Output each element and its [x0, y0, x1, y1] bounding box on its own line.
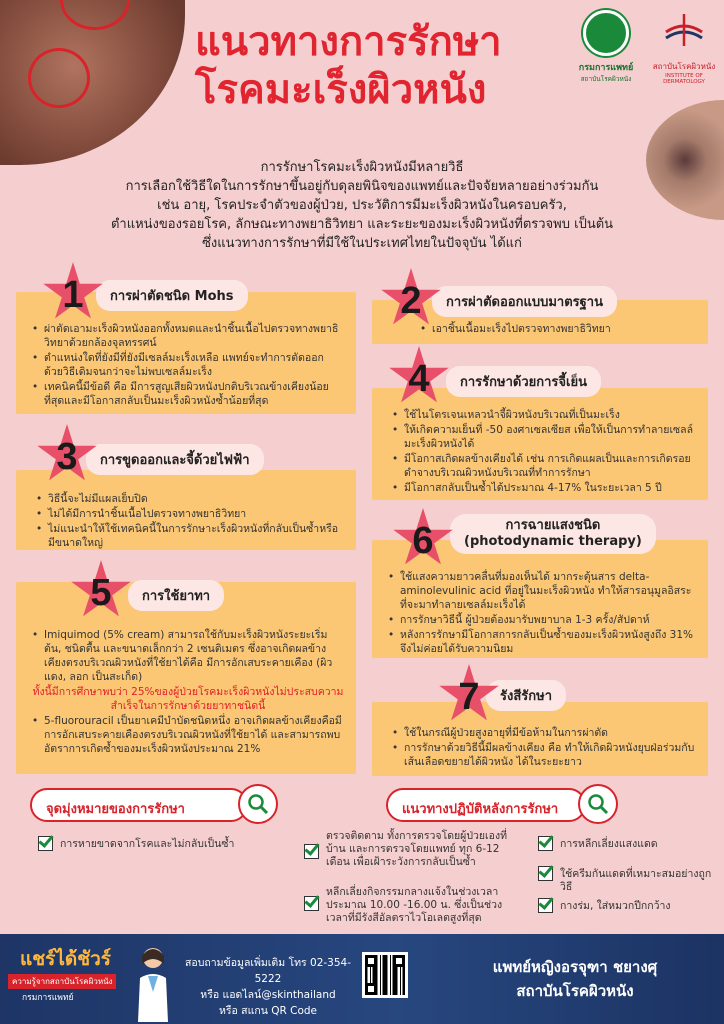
contact-phone: สอบถามข้อมูลเพิ่มเติม โทร 02-354-5222: [184, 957, 351, 985]
aftercare-item: กางร่ม, ใส่หมวกปีกกว้าง: [560, 900, 671, 912]
checkbox-icon: [538, 866, 553, 881]
treatment-6-number: 6: [412, 520, 434, 562]
aftercare-item: ตรวจติดตาม ทั้งการตรวจโดยผู้ป่วยเองที่บ้าน และการตรวจโดยแพทย์ ทุก 6-12 เดือน เพื่อเฝ้าระวังการกลับเป็นซ้ำ: [326, 830, 507, 868]
goals-title: จุดมุ่งหมายของการรักษา: [30, 788, 248, 822]
moph-logo: [566, 10, 646, 90]
treatment-6-title: [450, 514, 656, 554]
treatment-7-item: • การรักษาด้วยวิธีนี้มีผลข้างเคียง คือ ทำให้เกิดผิวหนังยุบฝ่อร่วมกับเส้นเลือดขยายได้ผิวหนัง ได้ในระยะยาว: [392, 741, 696, 769]
treatment-4-title: การรักษาด้วยการจี้เย็น: [446, 366, 601, 397]
intro-line: การเลือกใช้วิธีใดในการรักษาขึ้นอยู่กับดุลยพินิจของแพทย์และปัจจัยหลายอย่างร่วมกัน: [125, 179, 599, 194]
author-name: แพทย์หญิงอรจุฑา ชยางศุ: [492, 958, 658, 976]
contact-info: [178, 955, 358, 1019]
treatment-4-number: 4: [408, 358, 430, 400]
treatment-5-title: การใช้ยาทา: [128, 580, 224, 611]
treatment-6-title-line-1: การฉายแสงชนิด: [505, 518, 601, 533]
moph-emblem-icon: [583, 10, 629, 56]
treatment-2-item: • เอาชิ้นเนื้อมะเร็งไปตรวจทางพยาธิวิทยา: [420, 322, 694, 336]
treatment-5-warning: ทั้งนี้มีการศึกษาพบว่า 25%ของผู้ป่วยโรคมะเร็งผิวหนังไม่ประสบความสำเร็จในการรักษาด้วยยาทาชนิดนี้: [32, 686, 344, 712]
treatment-7-item: • ใช้ในกรณีผู้ป่วยสูงอายุที่มีข้อห้ามในการผ่าตัด: [392, 726, 696, 740]
checkbox-icon: [538, 898, 553, 913]
treatment-3-number: 3: [56, 436, 78, 478]
intro-line: เช่น อายุ, โรคประจำตัวของผู้ป่วย, ประวัติการมีมะเร็งผิวหนังในครอบครัว,: [157, 198, 567, 213]
share-brand-subtitle: ความรู้จากสถาบันโรคผิวหนัง: [8, 974, 116, 989]
checkbox-icon: [38, 836, 53, 851]
share-brand-department: กรมการแพทย์: [22, 993, 74, 1003]
author-institute: สถาบันโรคผิวหนัง: [516, 982, 634, 1000]
checkbox-icon: [304, 896, 319, 911]
treatment-2-title: การผ่าตัดออกแบบมาตรฐาน: [432, 286, 617, 317]
treatment-4-item: • มีโอกาสเกิดผลข้างเคียงได้ เช่น การเกิดแผลเป็นและการเกิดรอยดำจางบริเวณผิวหนังบริเวณที่ทำการรักษา: [392, 452, 694, 480]
highlight-circle: [28, 48, 90, 108]
skin-lesion-photo-left: [0, 0, 185, 165]
institute-logo-subtext: INSTITUTE OF DERMATOLOGY: [663, 73, 705, 85]
doctor-illustration-icon: [132, 942, 174, 1022]
author-credit: [440, 955, 710, 1003]
intro-line: การรักษาโรคมะเร็งผิวหนังมีหลายวิธี: [260, 160, 464, 175]
qr-pattern: [365, 955, 405, 995]
page-title: [195, 18, 575, 114]
checkbox-icon: [304, 844, 319, 859]
title-line-2: โรคมะเร็งผิวหนัง: [195, 68, 487, 112]
institute-logo: [646, 10, 722, 90]
treatment-3-title: การขูดออกและจี้ด้วยไฟฟ้า: [86, 444, 264, 475]
checkbox-icon: [538, 836, 553, 851]
treatment-6-title-line-2: (photodynamic therapy): [464, 534, 642, 549]
contact-line: หรือ แอดไลน์@skinthailand: [200, 989, 336, 1001]
treatment-3-item: • ไม่แนะนำให้ใช้เทคนิคนี้ในการรักษาะเร็งผิวหนังที่กลับเป็นซ้ำหรือมีขนาดใหญ่: [36, 522, 342, 550]
treatment-1-number: 1: [62, 274, 84, 316]
intro-paragraph: [20, 158, 704, 253]
treatment-5-item: • Imiquimod (5% cream) สามารถใช้กับมะเร็งผิวหนังระยะเริ่มต้น, ชนิดตื้น และขนาดเล็กกว่า 2 เซนติเมตร ซึ่งอาจเกิดผลข้างเคียงตรงบริเวณผิวหนังที่ใช้ยาได้คือ มีการอักเสบระคายเคือง (ผิวแดง, ลอก เป็นสะเก็ด): [32, 628, 344, 684]
treatment-6-item: • ใช้แสงความยาวคลื่นที่มองเห็นได้ มากระตุ้นสาร delta-aminolevulinic acid ที่อยู่ในมะเร็งผิวหนัง ทำให้สารอนุมูลอิสระที่จะมาทำลายเซลล์มะเร็งได้: [388, 570, 696, 612]
aftercare-item: การหลีกเลี่ยงแสงแดด: [560, 838, 658, 850]
treatment-1-item: • ผ่าตัดเอามะเร็งผิวหนังออกทั้งหมดและนำชิ้นเนื้อไปตรวจทางพยาธิวิทยาด้วยกล้องจุลทรรศน์: [32, 322, 342, 350]
moph-logo-subtext: สถาบันโรคผิวหนัง: [580, 75, 632, 83]
treatment-6-item: • หลังการรักษามีโอกาสการกลับเป็นซ้ำของมะเร็งผิวหนังสูงถึง 31% จึงไม่ค่อยได้รับความนิยม: [388, 628, 696, 656]
treatment-card-7: [372, 702, 708, 776]
treatment-4-item: • ใช้ไนโตรเจนเหลวนำจี้ผิวหนังบริเวณที่เป็นมะเร็ง: [392, 408, 694, 422]
treatment-7-title: รังสีรักษา: [486, 680, 566, 711]
institute-mark-icon: [662, 10, 706, 50]
treatment-4-item: • ให้เกิดความเย็นที่ -50 องศาเซลเซียส เพื่อให้เป็นการทำลายเซลล์มะเร็งผิวหนังได้: [392, 423, 694, 451]
goal-item: การหายขาดจากโรคและไม่กลับเป็นซ้ำ: [60, 838, 235, 850]
treatment-5-number: 5: [90, 572, 112, 614]
treatment-5-item: • 5-fluorouracil เป็นยาเคมีบำบัดชนิดหนึ่ง อาจเกิดผลข้างเคียงคือมีการอักเสบระคายเคืองตรงบริเวณผิวหนังที่ใช้ยาได้ และสามารถพบอัตราการเกิดซ้ำของมะเร็งผิวหนังประมาณ 21%: [32, 714, 344, 756]
treatment-1-item: • ตำแหน่งใดที่ยังมีที่ยังมีเซลล์มะเร็งเหลือ แพทย์จะทำการตัดออกด้วยวิธีเดิมจนกว่าจะไม่พบเซลล์มะเร็ง: [32, 351, 342, 379]
treatment-4-item: • มีโอกาสกลับเป็นซ้ำได้ประมาณ 4-17% ในระยะเวลา 5 ปี: [392, 481, 694, 495]
search-icon: [578, 784, 618, 824]
aftercare-item: ใช้ครีมกันแดดที่เหมาะสมอย่างถูกวิธี: [560, 868, 712, 893]
treatment-7-number: 7: [458, 676, 480, 718]
title-line-1: แนวทางการรักษา: [195, 20, 502, 64]
qr-code[interactable]: [362, 952, 408, 998]
contact-qr-note: หรือ สแกน QR Code: [218, 1005, 318, 1017]
aftercare-title: แนวทางปฏิบัติหลังการรักษา: [386, 788, 586, 822]
aftercare-item: หลีกเลี่ยงกิจกรรมกลางแจ้งในช่วงเวลาประมาณ 10.00 -16.00 น. ซึ่งเป็นช่วงเวลาที่มีรังสีอัลตราไวโอเลตสูงที่สุด: [326, 886, 503, 924]
intro-line: ซึ่งแนวทางการรักษาที่มีใช้ในประเทศไทยในปัจจุบัน ได้แก่: [202, 236, 522, 251]
treatment-3-item: • ไม่ได้มีการนำชิ้นเนื้อไปตรวจทางพยาธิวิทยา: [36, 507, 342, 521]
treatment-1-item: • เทคนิคนี้มีข้อดี คือ มีการสูญเสียผิวหนังปกติบริเวณข้างเคียงน้อยที่สุดและมีโอกาสกลับเป็นมะเร็งผิวหนังซ้ำน้อยที่สุด: [32, 380, 342, 408]
moph-logo-text: กรมการแพทย์: [578, 63, 634, 73]
treatment-1-title: การผ่าตัดชนิด Mohs: [96, 280, 248, 311]
treatment-3-item: • วิธีนี้จะไม่มีแผลเย็บปิด: [36, 492, 342, 506]
treatment-2-number: 2: [400, 280, 422, 322]
intro-line: ตำแหน่งของรอยโรค, ลักษณะทางพยาธิวิทยา และระยะของมะเร็งผิวหนังที่ตรวจพบ เป็นต้น: [110, 217, 614, 232]
institute-logo-text: สถาบันโรคผิวหนัง: [652, 62, 716, 71]
share-brand-title: แชร์ได้ชัวร์: [20, 949, 112, 970]
highlight-circle: [60, 0, 130, 30]
treatment-6-item: • การรักษาวิธีนี้ ผู้ป่วยต้องมารับพยาบาล 1-3 ครั้ง/สัปดาห์: [388, 613, 696, 627]
search-icon: [238, 784, 278, 824]
